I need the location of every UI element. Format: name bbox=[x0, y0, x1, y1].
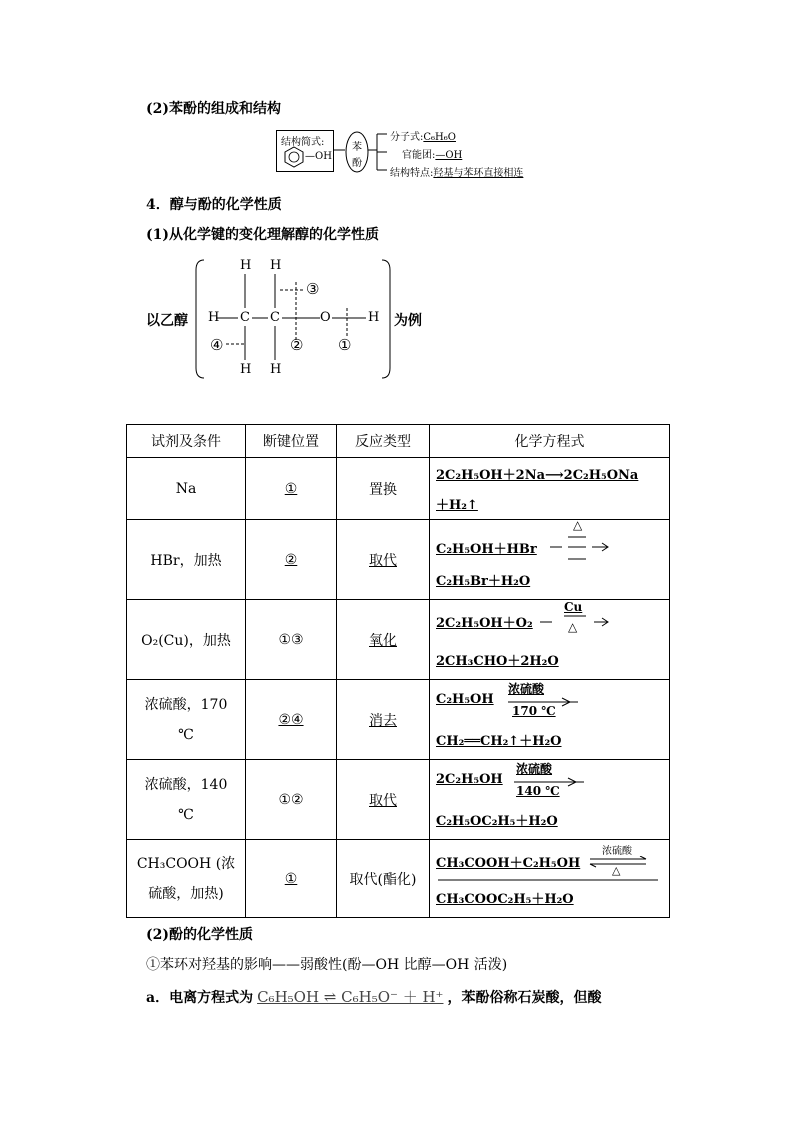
cell-position: ①② bbox=[278, 791, 304, 808]
cell-reagent: 浓硫酸，170 ℃ bbox=[127, 680, 246, 760]
atom-h-left: H bbox=[208, 310, 220, 325]
cell-equation bbox=[430, 458, 670, 520]
cell-position: ② bbox=[284, 551, 298, 568]
ethanol-prefix: 以乙醇 bbox=[146, 313, 188, 329]
table-row bbox=[127, 458, 670, 520]
cell-type: 取代(酯化) bbox=[349, 871, 417, 888]
table-row bbox=[127, 760, 670, 840]
header-position: 断键位置 bbox=[246, 425, 337, 458]
cell-reagent: CH₃COOH (浓硫酸，加热) bbox=[127, 840, 246, 918]
cell-equation bbox=[430, 600, 670, 680]
formula-line: 分子式:C₆H₆O bbox=[390, 132, 456, 143]
atom-h-right: H bbox=[368, 310, 380, 325]
cell-position: ①③ bbox=[278, 631, 304, 648]
header-reagent: 试剂及条件 bbox=[127, 425, 246, 458]
cell-position: ① bbox=[284, 870, 298, 887]
condition-top: Cu bbox=[564, 600, 583, 614]
ionization-equation: C₆H₅OH ⇌ C₆H₅O⁻ ＋ H⁺ bbox=[257, 988, 444, 1006]
cell-type: 氧化 bbox=[369, 632, 397, 649]
cell-equation bbox=[430, 680, 670, 760]
equation-line-2: CH₂══CH₂↑＋H₂O bbox=[436, 734, 562, 749]
condition-bottom: 170 ℃ bbox=[512, 704, 556, 718]
cell-position: ②④ bbox=[278, 711, 304, 728]
table-row bbox=[127, 520, 670, 600]
condition-bottom: △ bbox=[568, 620, 578, 634]
bond-marker-4: ④ bbox=[210, 336, 224, 354]
atom-c-2: C bbox=[270, 310, 280, 325]
bond-marker-2: ② bbox=[290, 336, 304, 354]
equation-line-1: CH₃COOH＋C₂H₅OH bbox=[436, 856, 581, 871]
condition-top: 浓硫酸 bbox=[508, 682, 545, 696]
equation-line-2: CH₃COOC₂H₅＋H₂O bbox=[436, 892, 574, 907]
condition-bottom: △ bbox=[612, 864, 621, 877]
equation-line-1: 2C₂H₅OH bbox=[436, 772, 503, 787]
atom-h-bottom-1: H bbox=[240, 362, 252, 377]
phenol-structure-diagram bbox=[276, 128, 556, 180]
section-title-phenol: (2)苯酚的组成和结构 bbox=[146, 101, 281, 117]
section-title-chemistry: 4．醇与酚的化学性质 bbox=[146, 197, 282, 213]
bond-marker-3: ③ bbox=[306, 280, 320, 298]
atom-h-bottom-2: H bbox=[270, 362, 282, 377]
ethanol-suffix: 为例 bbox=[394, 313, 422, 329]
equation-line-2: C₂H₅Br＋H₂O bbox=[436, 574, 531, 589]
cell-type: 取代 bbox=[369, 552, 397, 569]
equation-line-1: C₂H₅OH＋HBr bbox=[436, 542, 537, 557]
subsection-title-alcohol: (1)从化学键的变化理解醇的化学性质 bbox=[146, 227, 379, 243]
atom-c-1: C bbox=[240, 310, 250, 325]
structure-label: 结构简式: bbox=[281, 137, 325, 148]
condition-top: △ bbox=[573, 518, 583, 532]
cell-type: 消去 bbox=[369, 712, 397, 729]
condition-top: 浓硫酸 bbox=[516, 762, 553, 776]
header-equation: 化学方程式 bbox=[430, 425, 670, 458]
group-line: 官能团:—OH bbox=[402, 150, 463, 161]
table-header-row bbox=[127, 425, 670, 458]
condition-top: 浓硫酸 bbox=[602, 846, 632, 857]
ethanol-bond-diagram bbox=[146, 256, 446, 382]
cell-equation bbox=[430, 520, 670, 600]
atom-o: O bbox=[320, 310, 331, 325]
cell-equation bbox=[430, 840, 670, 918]
reaction-arrow-icon bbox=[548, 534, 612, 564]
atom-h-top-2: H bbox=[270, 258, 282, 273]
structure-box bbox=[276, 130, 334, 172]
cell-type: 置换 bbox=[369, 481, 397, 498]
phenol-char-1: 苯 bbox=[352, 142, 362, 153]
cell-reagent: 浓硫酸，140 ℃ bbox=[127, 760, 246, 840]
equation-line-1: C₂H₅OH bbox=[436, 692, 494, 707]
ionization-suffix: ，苯酚俗称石炭酸，但酸 bbox=[447, 990, 602, 1006]
atom-h-top-1: H bbox=[240, 258, 252, 273]
header-type: 反应类型 bbox=[337, 425, 430, 458]
cell-reagent: O₂(Cu)，加热 bbox=[127, 600, 246, 680]
table-row bbox=[127, 680, 670, 760]
benzene-ring-icon bbox=[283, 145, 305, 169]
equation-line-2: 2CH₃CHO＋2H₂O bbox=[436, 654, 559, 669]
bond-marker-1: ① bbox=[338, 336, 352, 354]
cell-position: ① bbox=[284, 480, 298, 497]
cell-type: 取代 bbox=[369, 792, 397, 809]
equation-line-2: ＋H₂↑ bbox=[436, 498, 478, 513]
acidity-line: ①苯环对羟基的影响——弱酸性(酚—OH 比醇—OH 活泼) bbox=[146, 957, 508, 973]
ionization-line bbox=[146, 986, 601, 1007]
equation-line-1: 2C₂H₅OH＋O₂ bbox=[436, 616, 533, 631]
hydroxyl-label: —OH bbox=[305, 151, 332, 162]
ionization-prefix: a．电离方程式为 bbox=[146, 990, 254, 1006]
divider-line bbox=[438, 878, 660, 882]
table-row bbox=[127, 840, 670, 918]
condition-bottom: 140 ℃ bbox=[516, 784, 560, 798]
phenol-char-2: 酚 bbox=[352, 158, 362, 169]
feature-line: 结构特点:羟基与苯环直接相连 bbox=[390, 168, 524, 179]
bracket-lines bbox=[194, 256, 394, 382]
equation-line-2: C₂H₅OC₂H₅＋H₂O bbox=[436, 814, 558, 829]
alcohol-reaction-table bbox=[126, 424, 670, 918]
subsection-title-phenol: (2)酚的化学性质 bbox=[146, 927, 253, 943]
table-row bbox=[127, 600, 670, 680]
cell-reagent: Na bbox=[127, 458, 246, 520]
equation-line-1: 2C₂H₅OH＋2Na⟶2C₂H₅ONa bbox=[436, 468, 639, 483]
cell-reagent: HBr，加热 bbox=[127, 520, 246, 600]
cell-equation bbox=[430, 760, 670, 840]
